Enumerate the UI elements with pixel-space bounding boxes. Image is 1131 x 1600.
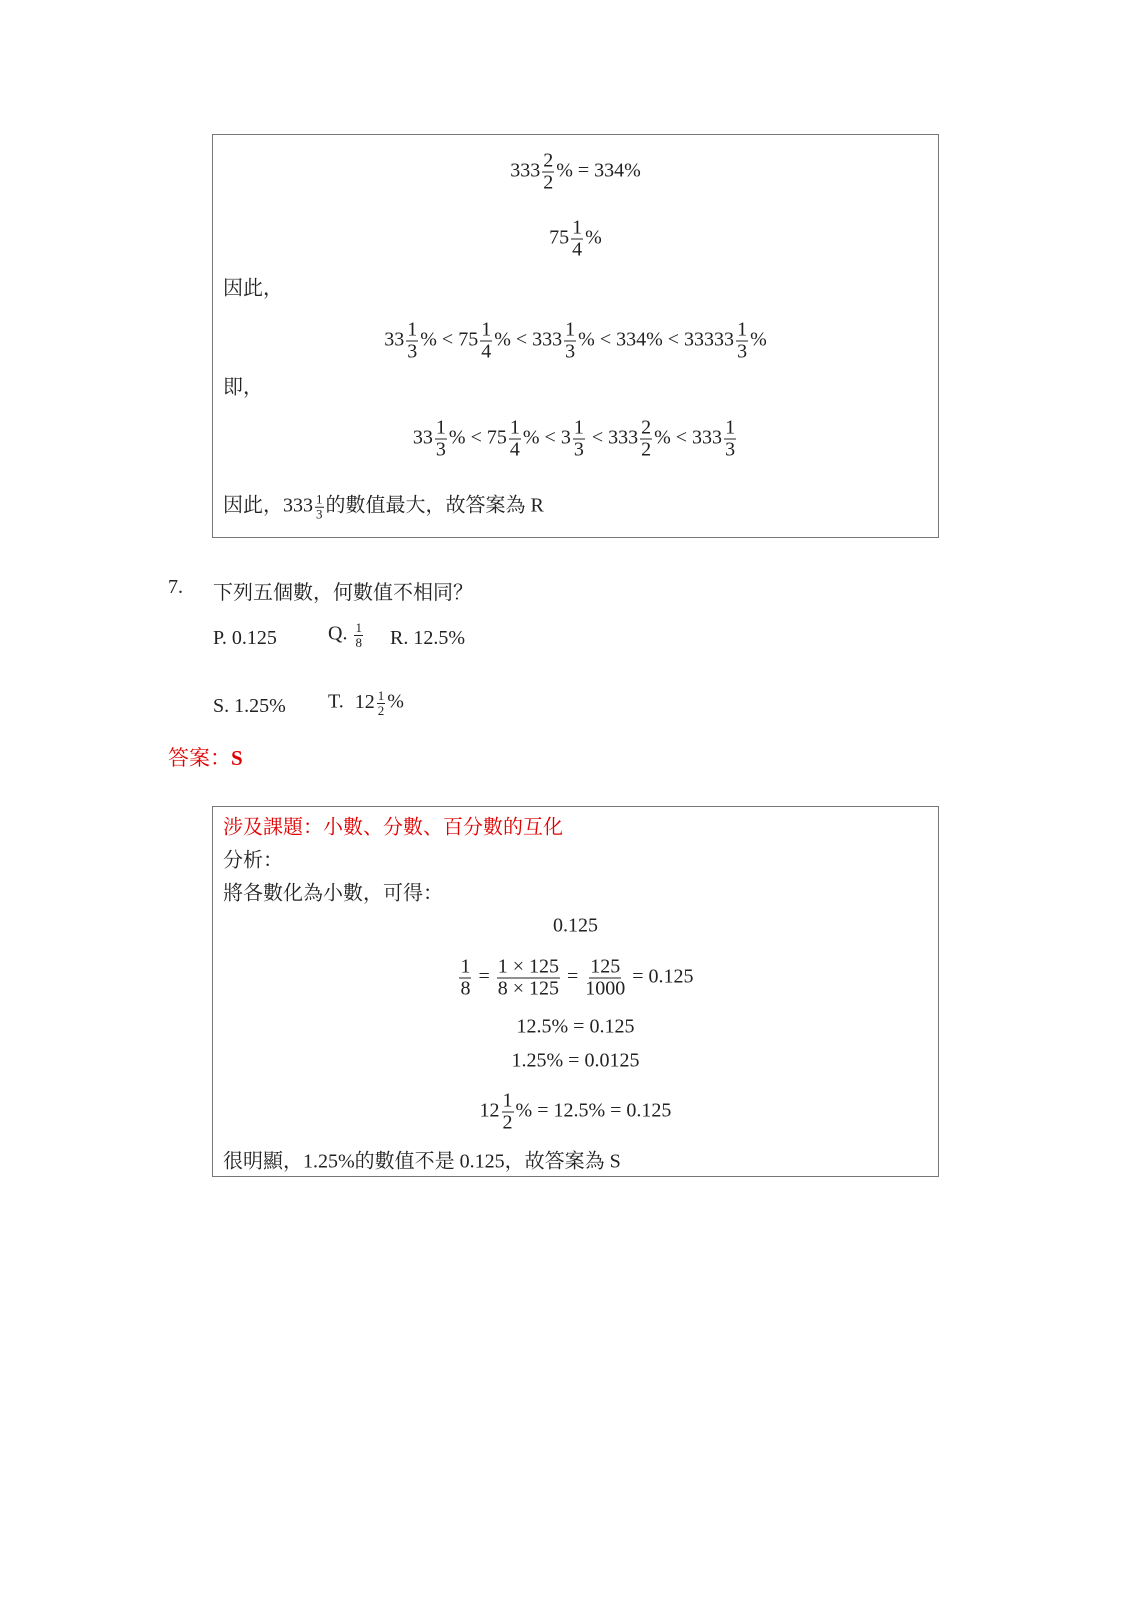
math-line: [213, 418, 938, 461]
denominator: 8: [355, 634, 362, 650]
fraction: [585, 957, 625, 1000]
text-run: % < 3: [522, 426, 571, 449]
fraction: [435, 418, 447, 461]
fraction: [564, 320, 576, 363]
denominator: 3: [435, 438, 446, 461]
numerator: 1: [481, 318, 492, 341]
fraction: [315, 493, 324, 521]
fraction: [502, 1091, 514, 1134]
option-p: P. 0.125: [213, 627, 277, 649]
text-run: % < 75: [420, 328, 479, 351]
numerator: 1: [725, 416, 736, 439]
denominator: 2: [543, 171, 554, 194]
denominator: 4: [481, 340, 492, 363]
numerator: 1: [509, 416, 520, 439]
denominator: 8 × 125: [497, 977, 559, 1000]
text-run: 因此，333: [223, 494, 313, 517]
text-run: 將各數化為小數，可得：: [223, 882, 443, 905]
math-line: [213, 151, 938, 194]
text-run: % < 333: [494, 328, 563, 351]
option-r: R. 12.5%: [390, 627, 465, 649]
text-run: 33: [384, 328, 405, 351]
option-t-fraction: [377, 689, 386, 717]
denominator: 3: [573, 438, 584, 461]
text-run: % < 75: [448, 426, 507, 449]
numerator: 1: [407, 318, 418, 341]
option-s: S. 1.25%: [213, 695, 286, 717]
text-line: [223, 272, 938, 301]
numerator: 1: [355, 620, 362, 635]
denominator: 2: [502, 1111, 513, 1134]
numerator: 125: [590, 955, 621, 978]
text-run: % = 12.5% = 0.125: [515, 1099, 672, 1122]
text-run: 0.125: [553, 914, 598, 937]
fraction: [406, 320, 418, 363]
math-line: [213, 957, 938, 1000]
text-run: =: [473, 965, 495, 988]
text-run: % = 334%: [556, 159, 641, 182]
numerator: 1: [435, 416, 446, 439]
option-q-fraction: [354, 621, 363, 649]
option-t-suffix: %: [387, 690, 404, 713]
solution-box-previous: [212, 134, 939, 538]
denominator: 3: [565, 340, 576, 363]
numerator: 2: [543, 149, 554, 172]
text-run: 很明顯，1.25%的數值不是 0.125，故答案為 S: [223, 1150, 621, 1173]
text-run: 33: [412, 426, 433, 449]
denominator: 3: [725, 438, 736, 461]
fraction: [640, 418, 652, 461]
fraction: [573, 418, 585, 461]
denominator: 2: [641, 438, 652, 461]
fraction: [497, 957, 560, 1000]
option-t: [328, 689, 404, 717]
text-run: 333: [510, 159, 541, 182]
denominator: 3: [737, 340, 748, 363]
numerator: 1: [502, 1089, 513, 1112]
fraction: [509, 418, 521, 461]
text-run: 的數值最大，故答案為 R: [325, 494, 544, 517]
question-text: 下列五個數，何數值不相同？: [213, 582, 473, 604]
numerator: 1: [316, 491, 323, 507]
text-line: [223, 1145, 938, 1174]
numerator: 1: [737, 318, 748, 341]
fraction: [542, 151, 554, 194]
text-run: 75: [549, 226, 570, 249]
math-line: [213, 320, 938, 363]
math-line: [213, 218, 938, 261]
numerator: 1: [572, 216, 583, 239]
solution-box: [212, 806, 939, 1177]
text-run: % < 334% < 33333: [578, 328, 735, 351]
denominator: 8: [460, 977, 471, 1000]
answer-label: 答案：: [168, 746, 231, 770]
fraction: [736, 320, 748, 363]
numerator: 1: [565, 318, 576, 341]
denominator: 3: [407, 340, 418, 363]
option-t-label: T.: [328, 690, 344, 713]
topic-heading: [223, 811, 938, 840]
text-run: %: [585, 226, 602, 249]
text-run: 12: [479, 1099, 500, 1122]
text-run: < 333: [586, 426, 639, 449]
text-run: 因此，: [223, 277, 283, 300]
text-line: [223, 877, 938, 906]
math-line: [213, 915, 938, 938]
math-line: [213, 1091, 938, 1134]
text-run: % < 333: [654, 426, 723, 449]
text-run: %: [750, 328, 767, 351]
fraction: [571, 218, 583, 261]
text-line: [223, 371, 938, 400]
math-line: [213, 1016, 938, 1039]
fraction: [480, 320, 492, 363]
text-run: 12.5% = 0.125: [516, 1015, 635, 1038]
numerator: 1 × 125: [497, 955, 559, 978]
fraction: [459, 957, 471, 1000]
answer: [168, 742, 243, 772]
denominator: 4: [572, 238, 583, 261]
denominator: 4: [509, 438, 520, 461]
text-run: 1.25% = 0.0125: [511, 1049, 640, 1072]
question-number: 7.: [168, 576, 183, 598]
text-line: [223, 844, 938, 873]
option-q-label: Q.: [328, 622, 348, 645]
math-line: [213, 1050, 938, 1073]
denominator: 2: [377, 702, 385, 718]
numerator: 1: [573, 416, 584, 439]
denominator: 3: [316, 506, 323, 522]
text-run: 分析：: [223, 849, 283, 872]
fraction: [724, 418, 736, 461]
text-run: 涉及課題：小數、分數、百分數的互化: [223, 816, 563, 839]
answer-value: S: [231, 746, 243, 770]
option-q: [328, 621, 365, 649]
numerator: 2: [641, 416, 652, 439]
text-line: [223, 489, 938, 522]
numerator: 1: [460, 955, 471, 978]
numerator: 1: [377, 688, 385, 703]
text-run: =: [562, 965, 584, 988]
text-run: = 0.125: [627, 965, 694, 988]
option-t-whole: 12: [354, 690, 375, 713]
text-run: 即，: [223, 376, 263, 399]
denominator: 1000: [585, 977, 626, 1000]
